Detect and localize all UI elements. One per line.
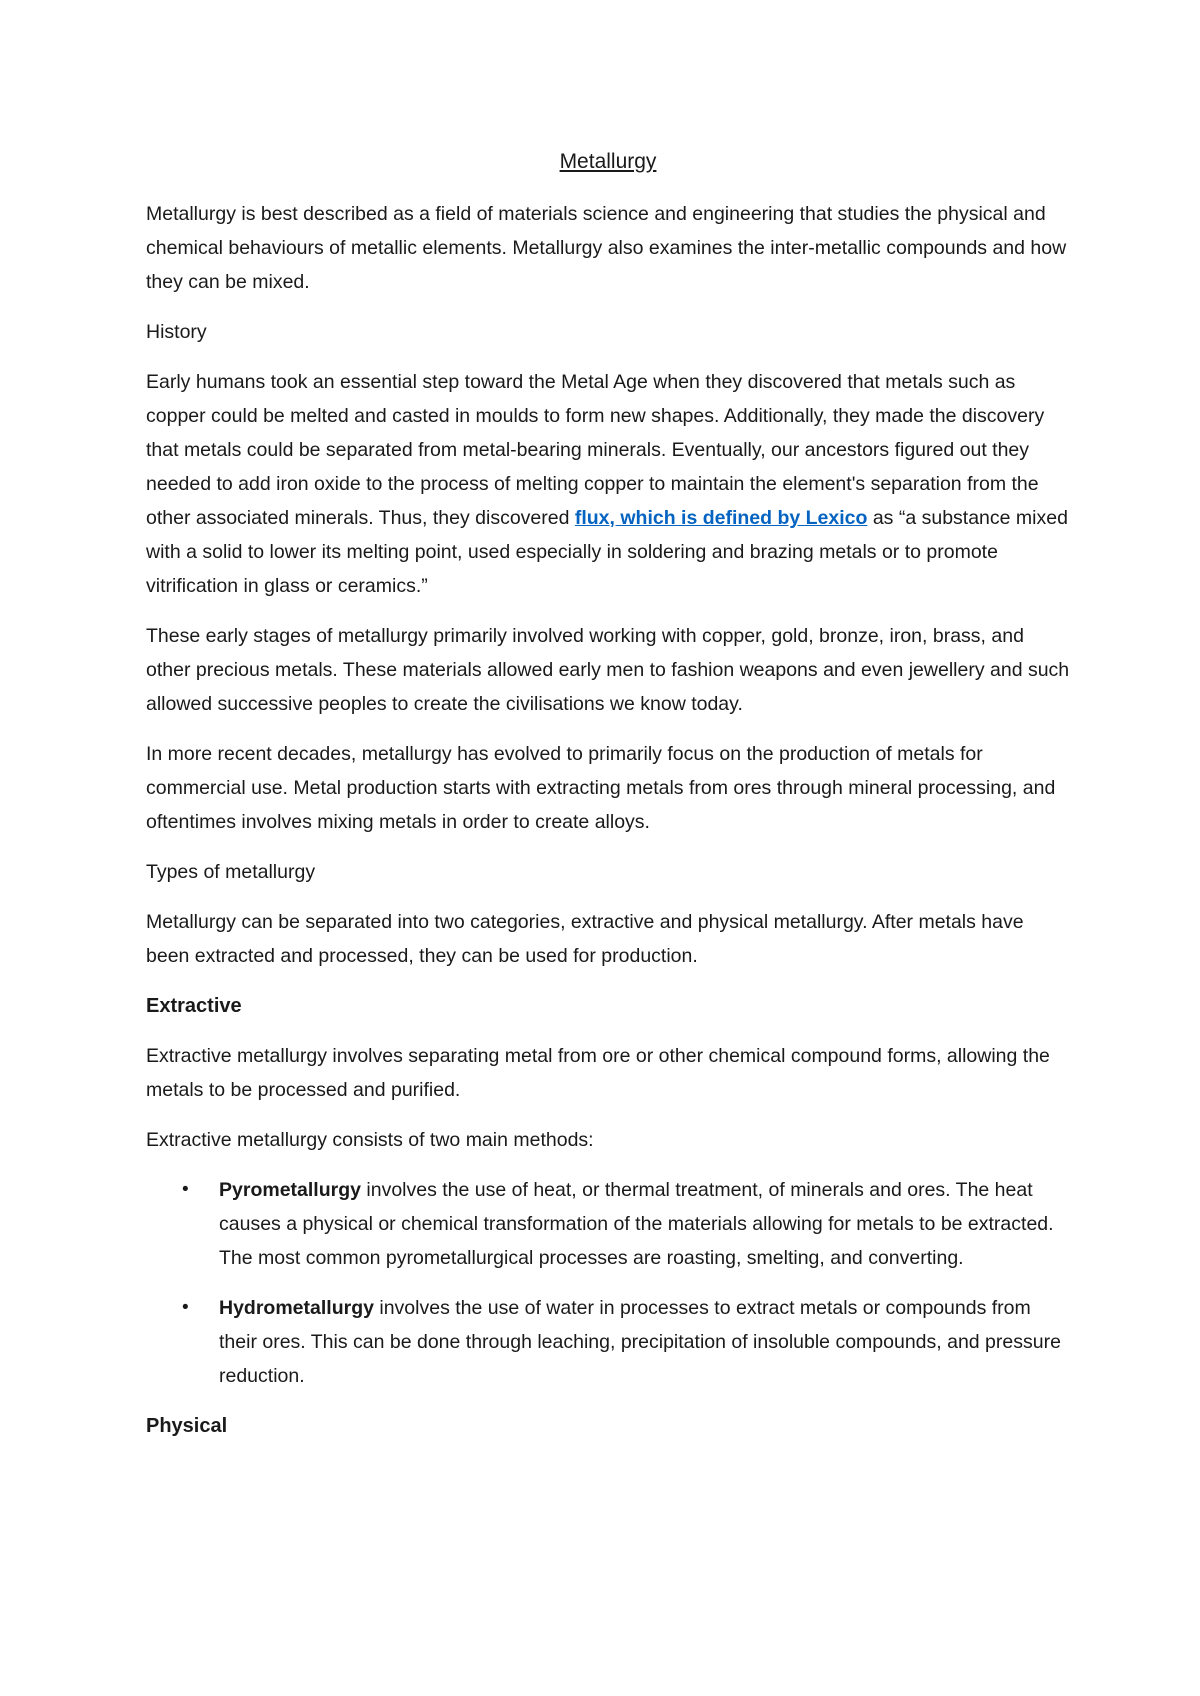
history-paragraph-3: In more recent decades, metallurgy has evolved to primarily focus on the production of metals for commercial use. Metal production starts with extracting metals from ores through mineral processing, and oftentimes involves mixing metals in order to create alloys. bbox=[146, 743, 1056, 833]
history-p1-text-after: as “a substance mixed with a solid to lower its melting point, used especially in soldering and brazing metals or to promote vitrification in glass or ceramics.” bbox=[146, 507, 1068, 597]
list-item-hydrometallurgy bbox=[182, 1291, 1070, 1393]
bullet-icon: • bbox=[182, 1179, 189, 1200]
lexico-flux-link[interactable]: flux, which is defined by Lexico bbox=[574, 507, 868, 529]
extractive-heading: Extractive bbox=[146, 995, 242, 1017]
method-description: involves the use of water in processes to extract metals or compounds from their ores. This can be done through leaching, precipitation of insoluble compounds, and pressure reduction. bbox=[219, 1297, 1061, 1387]
types-heading: Types of metallurgy bbox=[146, 861, 316, 883]
method-term: Hydrometallurgy bbox=[219, 1297, 374, 1319]
history-paragraph-1 bbox=[146, 365, 1070, 603]
list-item-pyrometallurgy bbox=[182, 1173, 1070, 1275]
extractive-methods-list bbox=[146, 1173, 1070, 1393]
bullet-icon: • bbox=[182, 1297, 189, 1318]
history-paragraph-2: These early stages of metallurgy primarily involved working with copper, gold, bronze, iron, brass, and other precious metals. These materials allowed early men to fashion weapons and even jewellery and such allowed successive peoples to create the civilisations we know today. bbox=[146, 625, 1070, 715]
extractive-paragraph-1: Extractive metallurgy involves separating metal from ore or other chemical compound forms, allowing the metals to be processed and purified. bbox=[146, 1045, 1050, 1101]
extractive-paragraph-2: Extractive metallurgy consists of two main methods: bbox=[146, 1129, 594, 1151]
document-title: Metallurgy bbox=[559, 150, 657, 173]
method-description: involves the use of heat, or thermal treatment, of minerals and ores. The heat causes a physical or chemical transformation of the materials allowing for metals to be extracted. The most common pyrometallurgical processes are roasting, smelting, and converting. bbox=[219, 1179, 1054, 1269]
intro-paragraph: Metallurgy is best described as a field of materials science and engineering that studies the physical and chemical behaviours of metallic elements. Metallurgy also examines the inter-metallic compounds and how they can be mixed. bbox=[146, 203, 1067, 293]
types-paragraph: Metallurgy can be separated into two categories, extractive and physical metallurgy. After metals have been extracted and processed, they can be used for production. bbox=[146, 911, 1024, 967]
history-heading: History bbox=[146, 321, 207, 343]
physical-heading: Physical bbox=[146, 1415, 228, 1437]
history-p1-text-before: Early humans took an essential step toward the Metal Age when they discovered that metals such as copper could be melted and casted in moulds to form new shapes. Additionally, they made the discovery that metals could be separated from metal-bearing minerals. Eventually, our ancestors figured out they needed to add iron oxide to the process of melting copper to maintain the element's separation from the other associated minerals. Thus, they discovered bbox=[146, 371, 1045, 529]
method-term: Pyrometallurgy bbox=[219, 1179, 361, 1201]
